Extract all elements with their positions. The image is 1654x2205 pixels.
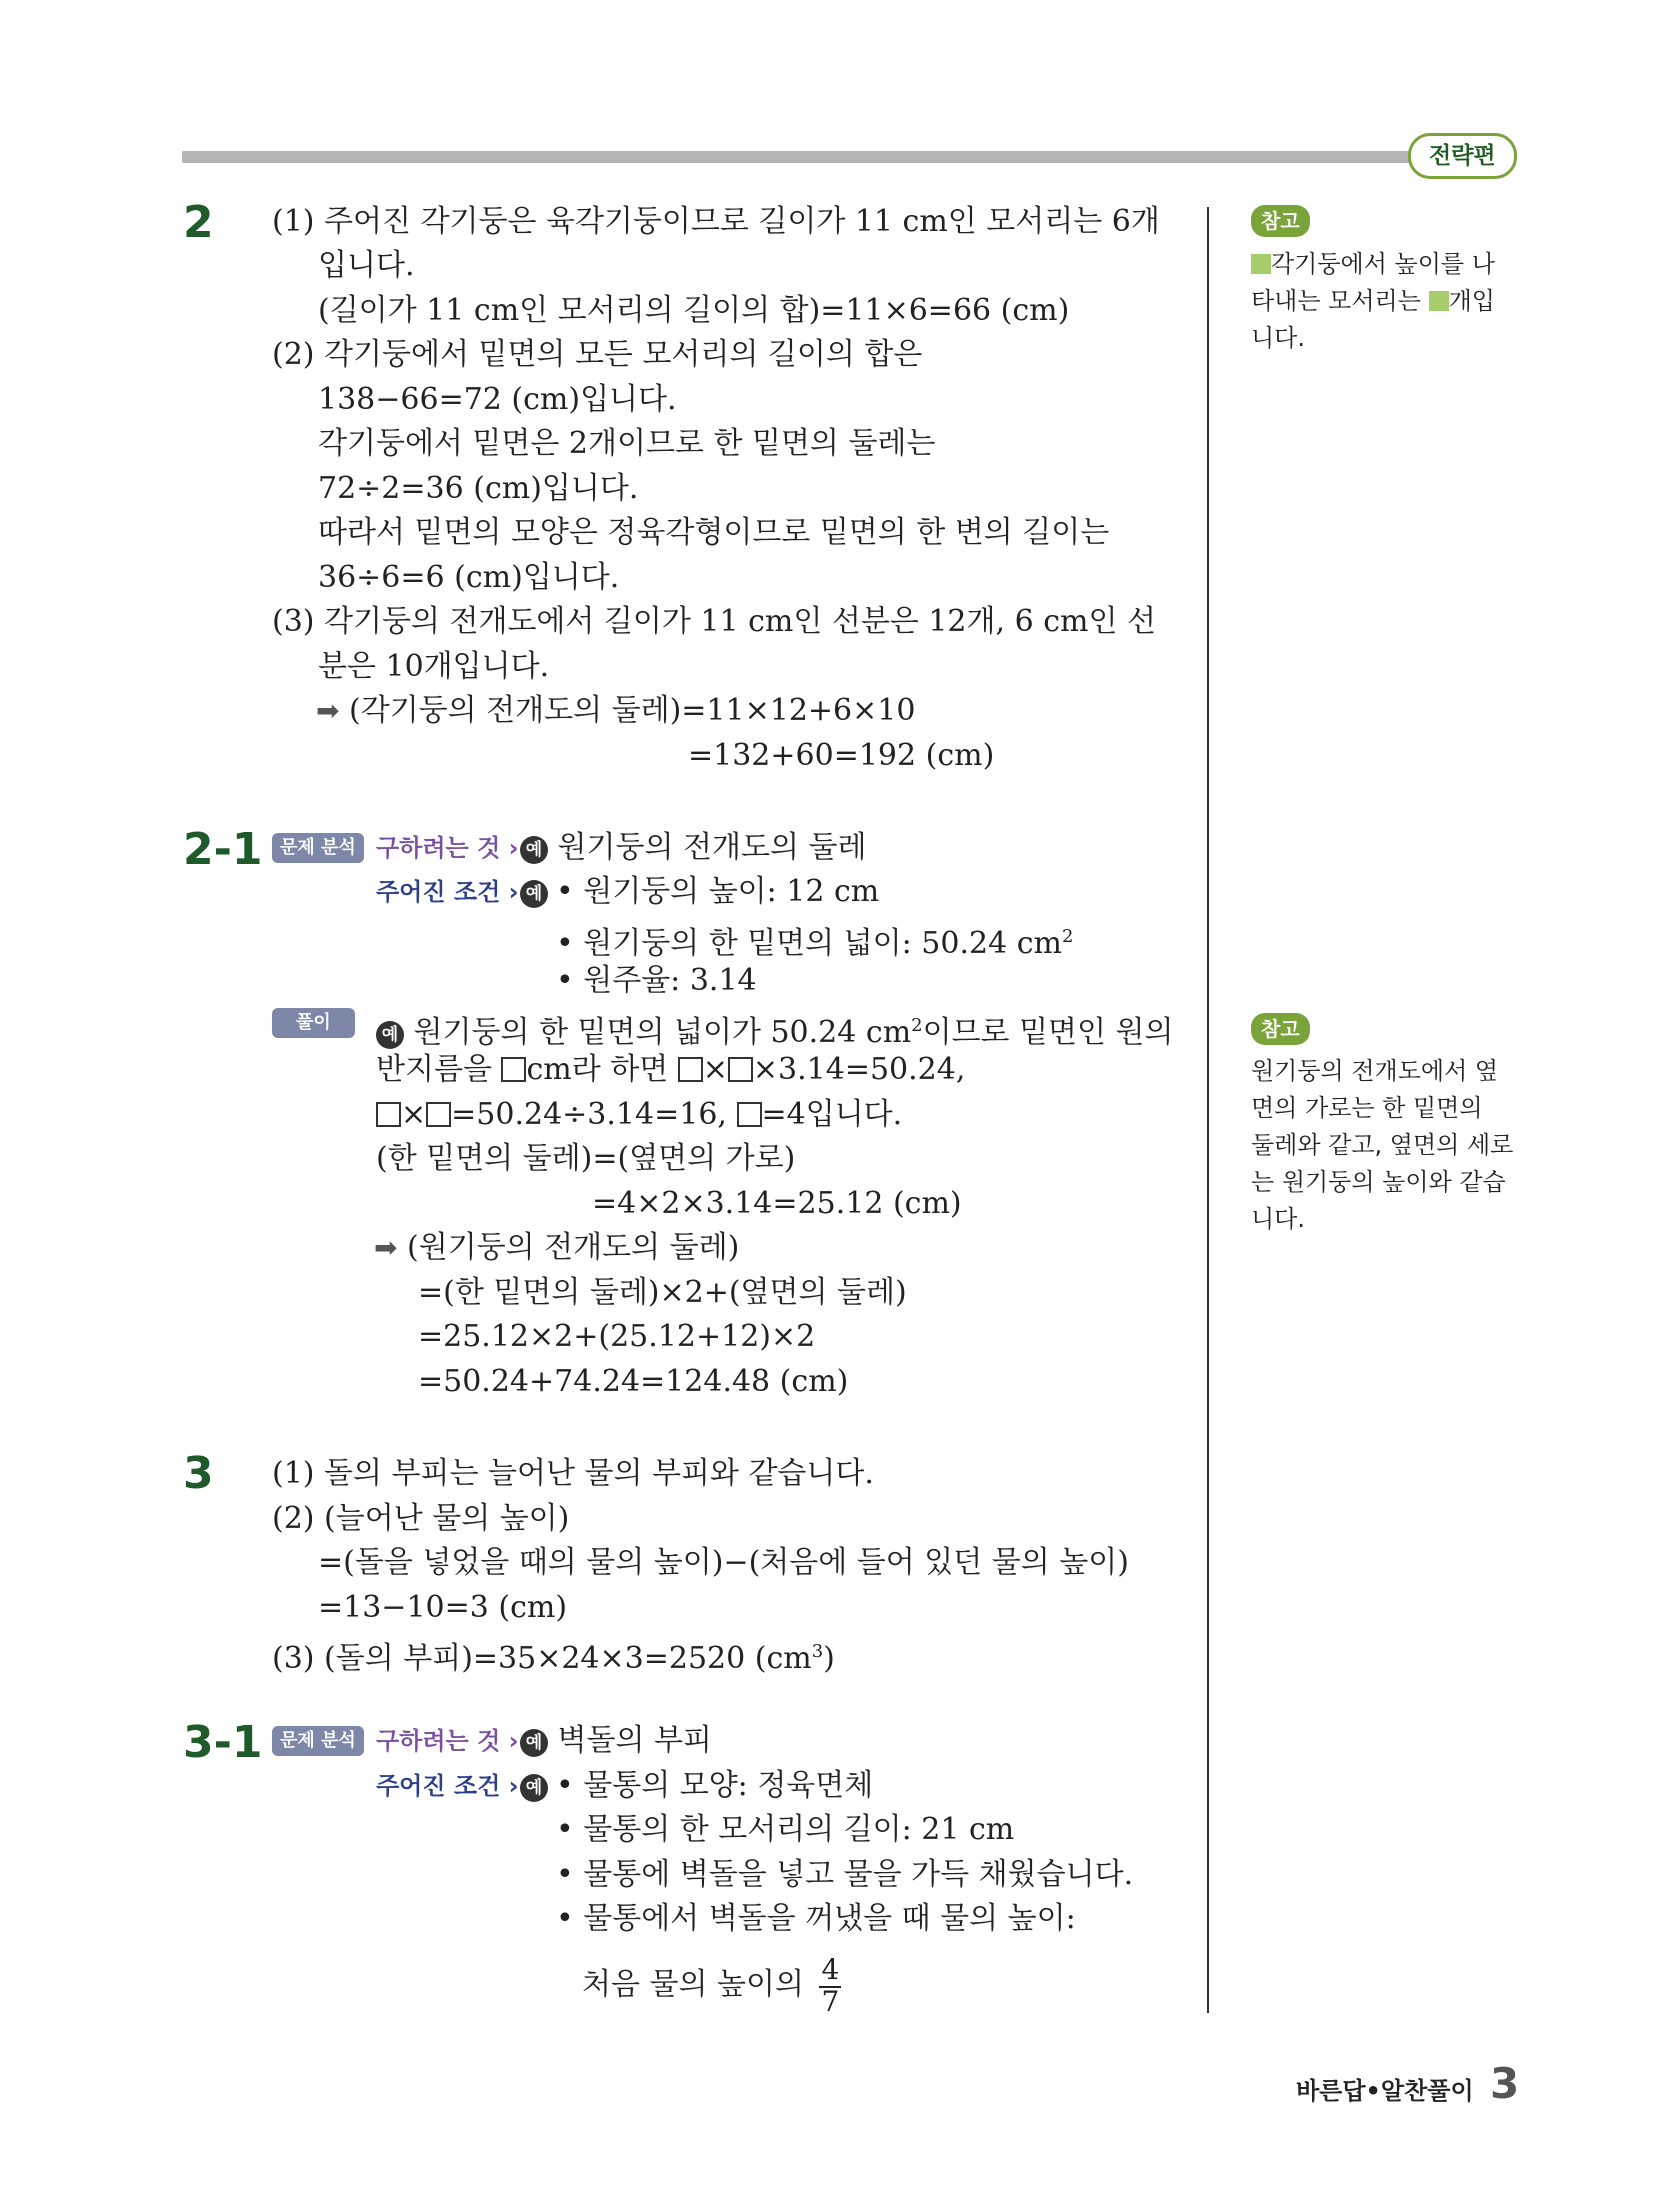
text-span: 처음 물의 높이의: [582, 1967, 804, 2002]
note-text: 개입: [1448, 287, 1495, 315]
text-span: =4입니다.: [761, 1097, 903, 1132]
chapter-tab: 전략편: [1408, 133, 1517, 179]
page-number: 3: [1490, 2059, 1520, 2108]
text-line: =13−10=3 (cm): [318, 1590, 568, 1625]
text-line: [520, 1764, 548, 1808]
green-square-icon: [1251, 254, 1271, 274]
target-label: 구하려는 것 ›: [376, 834, 519, 862]
text-span: (원기둥의 전개도의 둘레): [407, 1230, 740, 1265]
condition-item: • 물통에서 벽돌을 꺼냈을 때 물의 높이:: [556, 1901, 1076, 1936]
example-mark-icon: 예: [520, 836, 548, 864]
exponent: 3: [811, 1641, 824, 1662]
condition-item: • 원주율: 3.14: [556, 963, 757, 998]
text-line: =4×2×3.14=25.12 (cm): [592, 1186, 962, 1221]
blank-box: [678, 1057, 703, 1082]
text-span: ): [823, 1641, 835, 1676]
condition-item: • 물통의 한 모서리의 길이: 21 cm: [556, 1812, 1015, 1847]
blank-box: [501, 1057, 526, 1082]
note-text: 타내는 모서리는: [1251, 287, 1421, 315]
text-span: 원기둥의 한 밑면의 넓이가 50.24 cm: [413, 1015, 912, 1050]
text-line: 입니다.: [318, 248, 415, 283]
footer-label: 바른답•알찬풀이: [1296, 2077, 1474, 2105]
example-mark-icon: 예: [376, 1021, 404, 1049]
text-line: =25.12×2+(25.12+12)×2: [418, 1319, 816, 1354]
text-span: 이므로 밑면인 원의: [922, 1015, 1174, 1050]
problem-number: 2-1: [183, 824, 263, 875]
text-line: =50.24+74.24=124.48 (cm): [418, 1364, 849, 1399]
blank-box: [426, 1102, 451, 1127]
problem-number: 3: [183, 1448, 214, 1499]
text-line: [316, 689, 915, 733]
text-line: [376, 1093, 902, 1137]
condition-text: 물통의 한 모서리의 길이: 21 cm: [583, 1812, 1015, 1847]
note-line: 니다.: [1251, 1205, 1305, 1233]
text-span: 반지름을: [376, 1052, 492, 1087]
condition-text: 원기둥의 한 밑면의 넓이: 50.24 cm: [583, 926, 1062, 961]
text-line: [374, 1226, 739, 1270]
text-line: (한 밑면의 둘레)=(옆면의 가로): [376, 1141, 796, 1176]
condition-text: 원기둥의 높이: 12 cm: [583, 874, 880, 909]
text-line: (길이가 11 cm인 모서리의 길이의 합)=11×6=66 (cm): [318, 293, 1070, 328]
text-line: 분은 10개입니다.: [318, 649, 550, 684]
text-line: (2) (늘어난 물의 높이): [272, 1501, 570, 1536]
text-line: =(돌을 넣었을 때의 물의 높이)−(처음에 들어 있던 물의 높이): [318, 1545, 1129, 1580]
problem-number: 2: [183, 197, 214, 248]
column-divider: [1207, 207, 1209, 2013]
text-span: (3) (돌의 부피)=35×24×3=2520 (cm: [272, 1641, 812, 1676]
given-label: 주어진 조건 ›: [376, 878, 519, 906]
note-line: [1251, 246, 1495, 283]
text-line: [520, 1719, 712, 1763]
text-line: 따라서 밑면의 모양은 정육각형이므로 밑면의 한 변의 길이는: [318, 515, 1110, 550]
text-line: 72÷2=36 (cm)입니다.: [318, 471, 639, 506]
exponent: 2: [1061, 926, 1074, 947]
text-line: 138−66=72 (cm)입니다.: [318, 382, 677, 417]
text-line: [272, 1630, 835, 1681]
example-mark-icon: 예: [520, 880, 548, 908]
condition-text: 물통의 모양: 정육면체: [583, 1768, 874, 1803]
condition-text: 물통에서 벽돌을 꺼냈을 때 물의 높이:: [583, 1901, 1076, 1936]
problem-number: 3-1: [183, 1717, 263, 1768]
blank-box: [728, 1057, 753, 1082]
header-bar: [182, 151, 1424, 163]
text-line: (1) 주어진 각기둥은 육각기둥이므로 길이가 11 cm인 모서리는 6개: [272, 204, 1160, 239]
text-line: (3) 각기둥의 전개도에서 길이가 11 cm인 선분은 12개, 6 cm인 선: [272, 604, 1156, 639]
fraction-numerator: 4: [821, 1953, 840, 1986]
condition-text: 물통에 벽돌을 넣고 물을 가득 채웠습니다.: [583, 1857, 1134, 1892]
target-label: 구하려는 것 ›: [376, 1727, 519, 1755]
text-span: ×3.14=50.24,: [752, 1052, 966, 1087]
blank-box: [376, 1102, 401, 1127]
text-line: 각기둥에서 밑면은 2개이므로 한 밑면의 둘레는: [318, 426, 936, 461]
solution-tag: 풀이: [272, 1008, 355, 1038]
text-line: [520, 870, 548, 914]
condition-item: • 물통에 벽돌을 넣고 물을 가득 채웠습니다.: [556, 1857, 1134, 1892]
exponent: 2: [911, 1015, 923, 1036]
target-text: 원기둥의 전개도의 둘레: [557, 830, 867, 865]
condition-item: • 물통의 모양: 정육면체: [556, 1768, 874, 1803]
fraction: [819, 1953, 841, 2018]
note-line: 니다.: [1251, 324, 1305, 352]
text-span: ×: [702, 1052, 728, 1087]
text-line: =(한 밑면의 둘레)×2+(옆면의 둘레): [418, 1275, 907, 1310]
text-line: (1) 돌의 부피는 늘어난 물의 부피와 같습니다.: [272, 1456, 874, 1491]
arrow-right-icon: ➡: [316, 694, 340, 727]
text-line: 36÷6=6 (cm)입니다.: [318, 560, 620, 595]
note-line: 둘레와 같고, 옆면의 세로: [1251, 1131, 1514, 1159]
target-text: 벽돌의 부피: [557, 1723, 712, 1758]
analysis-tag: 문제 분석: [272, 833, 364, 863]
text-line: [376, 1048, 965, 1092]
green-square-icon: [1429, 291, 1449, 311]
example-mark-icon: 예: [520, 1729, 548, 1757]
text-line: (2) 각기둥에서 밑면의 모든 모서리의 길이의 합은: [272, 337, 923, 372]
fraction-denominator: 7: [821, 1985, 840, 2018]
note-badge: 참고: [1251, 205, 1310, 237]
note-line: 원기둥의 전개도에서 옆: [1251, 1057, 1499, 1085]
text-line: [520, 826, 866, 870]
note-line: 는 원기둥의 높이와 같습: [1251, 1168, 1506, 1196]
text-span: =50.24÷3.14=16,: [451, 1097, 727, 1132]
given-label: 주어진 조건 ›: [376, 1772, 519, 1800]
text-line: [582, 1955, 841, 2016]
blank-box: [737, 1102, 762, 1127]
condition-item: • 원기둥의 한 밑면의 넓이: 50.24 $cm^2$: [556, 926, 1074, 961]
text-span: ×: [401, 1097, 427, 1132]
text-span: (각기둥의 전개도의 둘레)=11×12+6×10: [349, 693, 916, 728]
text-line: =132+60=192 (cm): [688, 738, 995, 773]
condition-item: • 원기둥의 높이: 12 cm: [556, 874, 880, 909]
note-line: [1251, 283, 1495, 320]
example-mark-icon: 예: [520, 1774, 548, 1802]
condition-text: 원주율: 3.14: [583, 963, 757, 998]
note-line: 면의 가로는 한 밑면의: [1251, 1094, 1483, 1122]
analysis-tag: 문제 분석: [272, 1726, 364, 1756]
note-badge: 참고: [1251, 1013, 1310, 1045]
note-text: 각기둥에서 높이를 나: [1271, 250, 1495, 278]
arrow-right-icon: ➡: [374, 1231, 398, 1264]
text-span: cm라 하면: [526, 1052, 669, 1087]
